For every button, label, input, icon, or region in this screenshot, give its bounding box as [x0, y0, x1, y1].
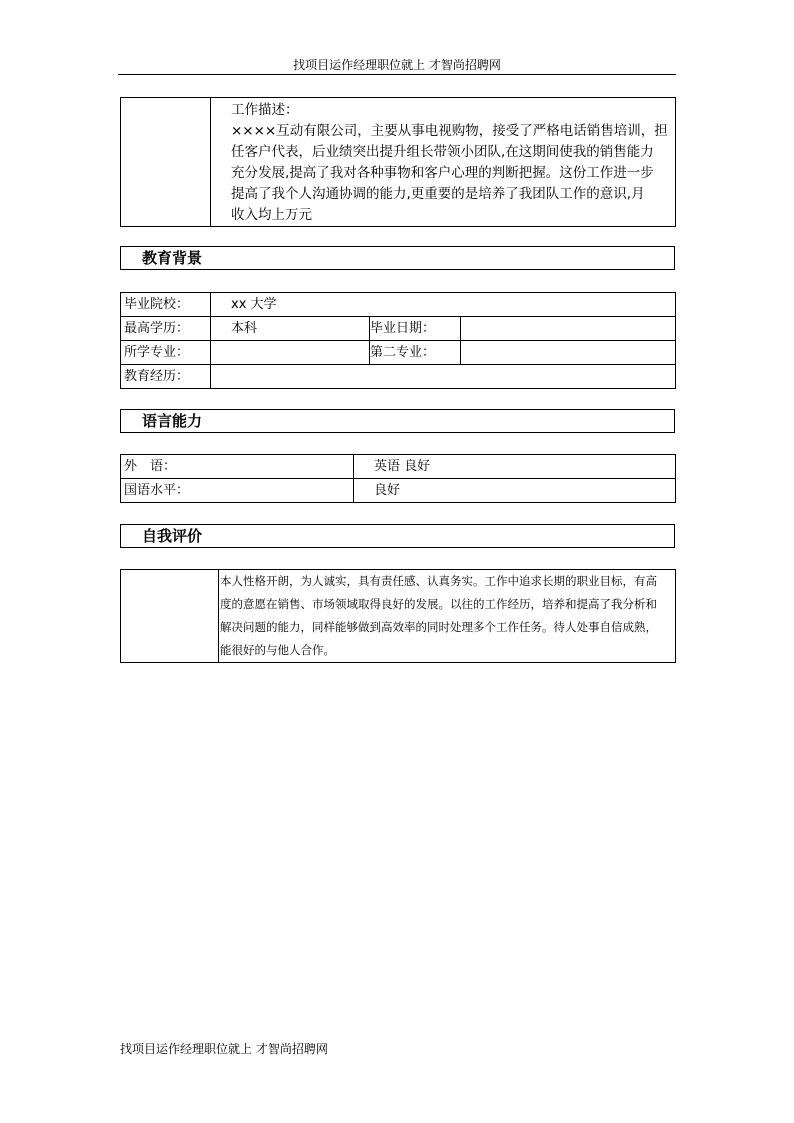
major-label: 所学专业：: [121, 341, 211, 365]
self-eval-text: [219, 570, 676, 663]
language-table: [120, 454, 676, 503]
self-eval-table: [120, 569, 676, 663]
degree-label: 最高学历：: [121, 317, 211, 341]
education-section-title: 教育背景: [120, 246, 675, 270]
second-major-label: 第二专业：: [370, 341, 461, 365]
language-section-title: 语言能力: [120, 409, 675, 433]
self-eval-left-cell: [121, 570, 219, 663]
mandarin-level-label: 国语水平：: [121, 479, 354, 503]
work-desc-line: 任客户代表，后业绩突出提升组长带领小团队,在这期间使我的销售能力: [231, 144, 654, 160]
education-table: [120, 292, 676, 389]
work-left-cell: [121, 98, 211, 227]
work-desc-line: 充分发展,提高了我对各种事物和客户心理的判断把握。这份工作进一步: [231, 165, 654, 181]
work-desc-label: 工作描述：: [231, 102, 299, 118]
work-desc-line: ××××互动有限公司，主要从事电视购物，接受了严格电话销售培训，担: [231, 123, 668, 139]
foreign-language-label: 外 语：: [121, 455, 354, 479]
work-experience-table: [120, 97, 676, 227]
self-eval-line: 解决问题的能力，同样能够做到高效率的同时处理多个工作任务。待人处事自信成熟，: [220, 620, 657, 634]
page-header: 找项目运作经理职位就上 才智尚招聘网: [118, 57, 676, 75]
foreign-language-value: 英语 良好: [354, 455, 676, 479]
grad-date-value: [461, 317, 676, 341]
grad-date-label: 毕业日期：: [370, 317, 461, 341]
work-desc-line: 收入均上万元: [231, 207, 312, 223]
self-eval-line: 能很好的与他人合作。: [220, 643, 335, 657]
school-label: 毕业院校：: [121, 293, 211, 317]
self-eval-section-title: 自我评价: [120, 524, 675, 548]
school-value: xx 大学: [211, 293, 676, 317]
self-eval-line: 度的意愿在销售、市场领域取得良好的发展。以往的工作经历，培养和提高了我分析和: [220, 597, 657, 611]
self-eval-line: 本人性格开朗，为人诚实，具有责任感、认真务实。工作中追求长期的职业目标，有高: [220, 574, 657, 588]
degree-value: 本科: [211, 317, 370, 341]
second-major-value: [461, 341, 676, 365]
page-footer: 找项目运作经理职位就上 才智尚招聘网: [120, 1042, 328, 1056]
mandarin-level-value: 良好: [354, 479, 676, 503]
work-desc-line: 提高了我个人沟通协调的能力,更重要的是培养了我团队工作的意识,月: [231, 186, 645, 202]
work-description-cell: [211, 98, 676, 227]
edu-history-label: 教育经历：: [121, 365, 211, 389]
major-value: [211, 341, 370, 365]
edu-history-value: [211, 365, 676, 389]
